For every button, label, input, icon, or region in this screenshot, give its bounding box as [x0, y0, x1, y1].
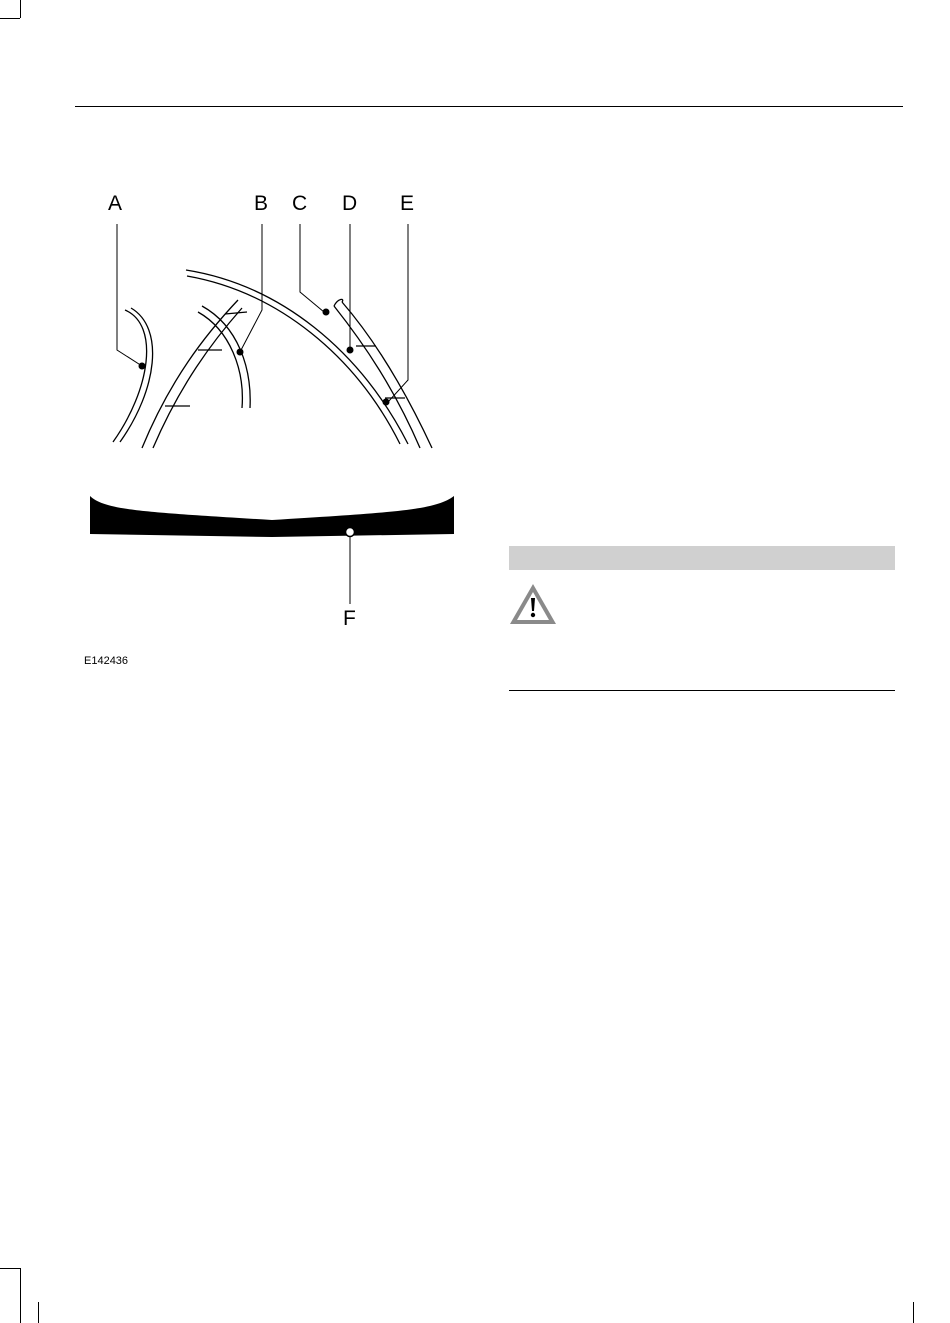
crop-mark-bottom-right-tick [913, 1302, 914, 1323]
guideline-right-tick-c [334, 299, 343, 306]
section-heading [509, 550, 515, 565]
warning-triangle-icon [508, 582, 558, 626]
callout-dot-c [323, 309, 330, 316]
leader-a [117, 224, 142, 366]
guideline-a [113, 310, 147, 442]
guideline-right-outer [342, 302, 432, 448]
guideline-b-tick-3 [225, 312, 247, 314]
camera-guidelines-figure [60, 180, 480, 680]
guideline-b-center-inner [202, 306, 250, 408]
callout-label-b: B [254, 192, 269, 215]
callout-dot-d [347, 347, 354, 354]
guidelines-illustration [60, 180, 480, 680]
crop-mark-bottom-left-vertical [20, 1268, 21, 1323]
guideline-arc-outer [186, 270, 408, 444]
leader-c [300, 224, 324, 312]
section-heading-bar [509, 546, 895, 570]
leader-e [388, 224, 408, 402]
callout-label-a: A [108, 192, 123, 215]
crop-mark-top-left-horizontal [0, 18, 20, 19]
leader-b [240, 224, 262, 352]
guideline-right-inner [334, 306, 420, 448]
header-rule [75, 106, 903, 107]
guideline-a-inner [120, 308, 153, 442]
callout-label-f: F [343, 607, 356, 630]
guideline-arc-inner [187, 276, 400, 444]
figure-id: E142436 [84, 655, 129, 667]
rear-bumper [90, 496, 454, 537]
callout-label-d: D [342, 192, 358, 215]
crop-mark-bottom-left-horizontal [0, 1268, 20, 1269]
callout-label-c: C [292, 192, 308, 215]
callout-label-e: E [400, 192, 415, 215]
callout-dot-b [237, 349, 244, 356]
callout-dot-f [346, 528, 355, 537]
crop-mark-top-left-vertical [20, 0, 21, 18]
warning-end-rule [509, 690, 895, 691]
callout-dot-e [383, 399, 390, 406]
crop-mark-bottom-left-tick [38, 1302, 39, 1323]
callout-dot-a [139, 363, 146, 370]
guideline-b-center-outer [198, 312, 242, 408]
